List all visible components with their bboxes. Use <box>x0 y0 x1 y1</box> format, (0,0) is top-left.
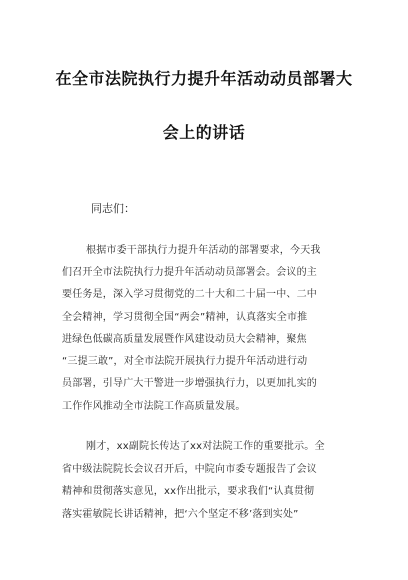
paragraph-1-line: 要任务是，深入学习贯彻党的二十大和二十届一中、二中 <box>62 289 317 300</box>
document-title-line-2: 会上的讲话 <box>162 123 246 142</box>
paragraph-1-line: 工作作风推动全市法院工作高质量发展。 <box>62 401 246 412</box>
paragraph-1-line: “三提三敢”，对全市法院开展执行力提升年活动进行动 <box>62 356 308 367</box>
paragraph-2-line: 省中级法院院长会议召开后，中院向市委专题报告了会议 <box>62 464 317 475</box>
paragraph-2-line: 刚才，xx副院长传达了xx对法院工作的重要批示。全 <box>86 441 325 452</box>
paragraph-1-line: 们召开全市法院执行力提升年活动动员部署会。会议的主 <box>62 267 317 278</box>
paragraph-1-line: 员部署，引导广大干警进一步增强执行力，以更加扎实的 <box>62 378 317 389</box>
document-title-line-1: 在全市法院执行力提升年活动动员部署大 <box>55 69 353 88</box>
paragraph-1-line: 进绿色低碳高质量发展暨作风建设动员大会精神，聚焦 <box>62 334 307 345</box>
paragraph-2-line: 精神和贯彻落实意见，xx作出批示，要求我们“认真贯彻 <box>62 486 315 497</box>
paragraph-1-line: 根据市委干部执行力提升年活动的部署要求，今天我 <box>86 245 321 256</box>
paragraph-2-line: 落实霍敏院长讲话精神，把‘六个坚定不移’落到实处” <box>62 509 299 520</box>
salutation: 同志们： <box>91 202 135 215</box>
paragraph-1-line: 全会精神，学习贯彻全国“两会”精神，认真落实全市推 <box>62 312 308 323</box>
